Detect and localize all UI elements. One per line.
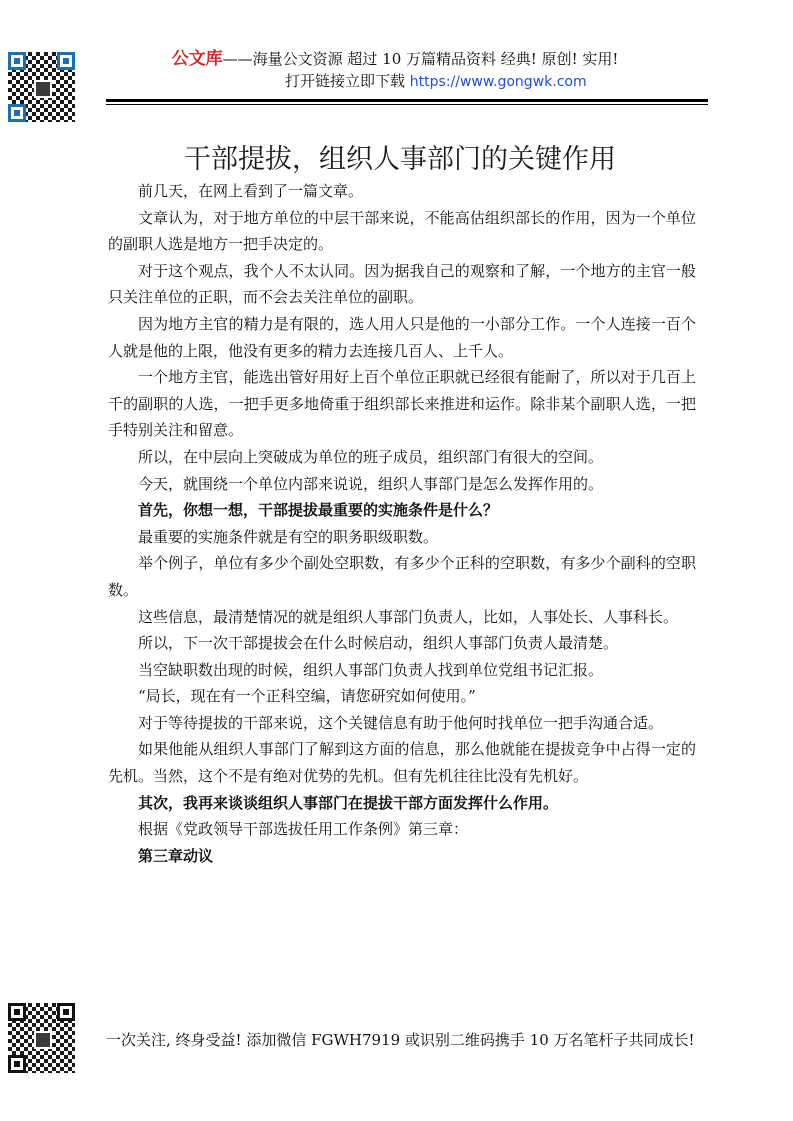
download-text: 打开链接立即下载 (285, 72, 410, 90)
qr-finder-icon (8, 1003, 26, 1021)
chapter-heading: 第三章动议 (138, 846, 214, 865)
footer-note: 一次关注, 终身受益! 添加微信 FGWH7919 或识别二维码携手 10 万名笔杆子共同成长! (106, 1031, 695, 1049)
brand-name: 公文库 (171, 49, 223, 69)
qr-code-top (8, 52, 75, 122)
qr-finder-icon (8, 1055, 26, 1073)
paragraph: 今天，就围绕一个单位内部来说说，组织人事部门是怎么发挥作用的。 (138, 474, 604, 493)
header-download-line (85, 70, 705, 93)
paragraph: 所以，在中层向上突破成为单位的班子成员，组织部门有很大的空间。 (138, 447, 604, 466)
qr-finder-icon (8, 52, 26, 70)
paragraph: 根据《党政领导干部选拔任用工作条例》第三章： (138, 820, 469, 839)
section-heading: 其次，我再来谈谈组织人事部门在提拔干部方面发挥什么作用。 (138, 793, 559, 812)
qr-logo-icon (34, 1031, 52, 1049)
header-divider-thick (106, 99, 708, 102)
paragraph: 最重要的实施条件就是有空的职务职级职数。 (138, 527, 439, 546)
paragraph: 因为地方主官的精力是有限的，选人用人只是他的一小部分工作。一个人连接一百个人就是他的上限，他没有更多的精力去连接几百人、上千人。 (108, 314, 696, 360)
qr-code-bottom (8, 1003, 75, 1073)
qr-finder-icon (57, 1003, 75, 1021)
qr-finder-icon (8, 104, 26, 122)
qr-logo-icon (34, 80, 52, 98)
article-body (108, 178, 696, 869)
paragraph: 对于等待提拔的干部来说，这个关键信息有助于他何时找单位一把手沟通合适。 (138, 713, 664, 732)
section-heading: 首先，你想一想，干部提拔最重要的实施条件是什么？ (138, 501, 499, 520)
header-divider-thin (106, 104, 708, 105)
paragraph: 所以，下一次干部提拔会在什么时候启动，组织人事部门负责人最清楚。 (138, 634, 619, 653)
paragraph: 如果他能从组织人事部门了解到这方面的信息，那么他就能在提拔竞争中占得一定的先机。当然，这个不是有绝对优势的先机。但有先机往往比没有先机好。 (108, 740, 696, 786)
paragraph: 举个例子，单位有多少个副处空职数，有多少个正科的空职数，有多少个副科的空职数。 (108, 554, 696, 599)
header-tagline: ——海量公文资源 超过 10 万篇精品资料 经典! 原创! 实用! (222, 50, 619, 68)
page-header (85, 48, 705, 93)
paragraph: 一个地方主官，能选出管好用好上百个单位正职就已经很有能耐了，所以对于几百上千的副职的人选，一把手更多地倚重于组织部长来推进和运作。除非某个副职人选，一把手特别关注和留意。 (108, 368, 696, 440)
paragraph: 前几天，在网上看到了一篇文章。 (138, 182, 364, 200)
quote-paragraph: “局长，现在有一个正科空编，请您研究如何使用。” (138, 687, 476, 706)
qr-finder-icon (57, 52, 75, 70)
site-link[interactable]: https://www.gongwk.com (409, 74, 587, 90)
paragraph: 当空缺职数出现的时候，组织人事部门负责人找到单位党组书记汇报。 (138, 660, 604, 679)
article-title: 干部提拔，组织人事部门的关键作用 (184, 144, 616, 175)
paragraph: 文章认为，对于地方单位的中层干部来说，不能高估组织部长的作用，因为一个单位的副职人选是地方一把手决定的。 (108, 208, 696, 254)
paragraph: 对于这个观点，我个人不太认同。因为据我自己的观察和了解，一个地方的主官一般只关注单位的正职，而不会去关注单位的副职。 (108, 261, 696, 307)
header-tagline-line (85, 48, 705, 70)
paragraph: 这些信息，最清楚情况的就是组织人事部门负责人，比如，人事处长、人事科长。 (138, 607, 679, 626)
